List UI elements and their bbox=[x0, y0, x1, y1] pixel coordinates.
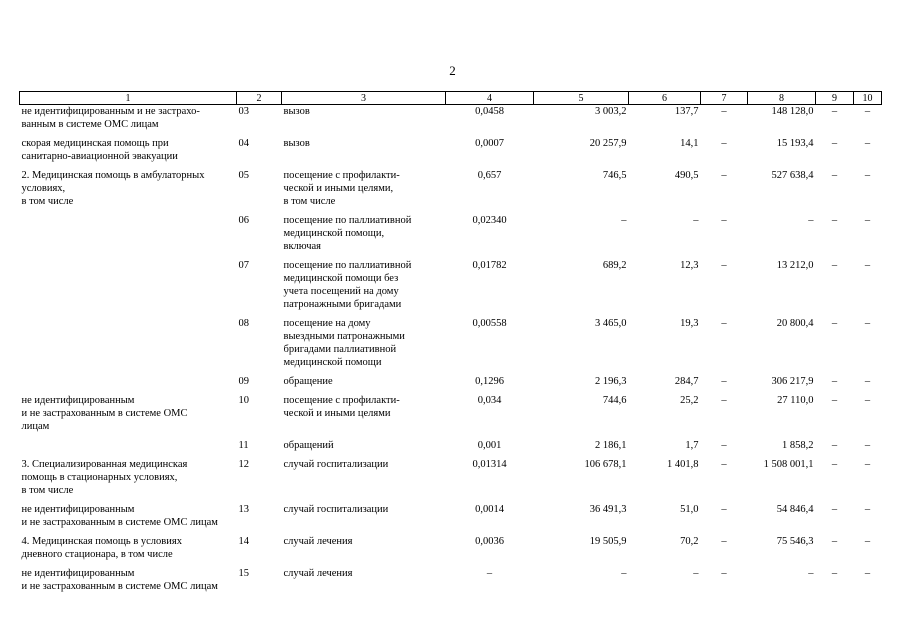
column-header: 5 bbox=[534, 92, 629, 105]
row-code: 13 bbox=[238, 504, 249, 515]
cost-per-unit: 3 003,2 bbox=[595, 106, 627, 117]
row-label bbox=[20, 259, 237, 317]
total-value: 54 846,4 bbox=[776, 504, 814, 515]
column-header: 10 bbox=[854, 92, 882, 105]
column-header: 6 bbox=[629, 92, 701, 105]
budget-per-capita: – bbox=[721, 138, 727, 149]
row-label: не идентифицированным и не застрахованным в системе ОМС лицам bbox=[21, 568, 218, 592]
row-code: 08 bbox=[238, 318, 249, 329]
table-row bbox=[20, 458, 882, 503]
total-value: 1 508 001,1 bbox=[763, 459, 814, 470]
percent-value: – bbox=[864, 215, 871, 226]
unit-of-measure: случай лечения bbox=[283, 568, 353, 579]
budget-per-capita: – bbox=[721, 568, 727, 579]
per-capita-value: 70,2 bbox=[680, 536, 699, 547]
per-capita-value: 284,7 bbox=[674, 376, 699, 387]
budget-per-capita: – bbox=[721, 260, 727, 271]
budget-total: – bbox=[831, 106, 838, 117]
budget-total: – bbox=[831, 440, 838, 451]
column-header: 4 bbox=[446, 92, 534, 105]
column-header: 9 bbox=[816, 92, 854, 105]
column-header: 3 bbox=[282, 92, 446, 105]
cost-per-unit: 2 186,1 bbox=[595, 440, 627, 451]
per-capita-value: 51,0 bbox=[680, 504, 699, 515]
table-row bbox=[20, 169, 882, 214]
table-row bbox=[20, 394, 882, 439]
row-code: 14 bbox=[238, 536, 249, 547]
row-code: 15 bbox=[238, 568, 249, 579]
unit-of-measure: вызов bbox=[283, 106, 310, 117]
budget-per-capita: – bbox=[721, 215, 727, 226]
percent-value: – bbox=[864, 106, 871, 117]
percent-value: – bbox=[864, 395, 871, 406]
budget-total: – bbox=[831, 215, 838, 226]
cost-per-unit: – bbox=[621, 568, 627, 579]
cost-per-unit: 2 196,3 bbox=[595, 376, 627, 387]
per-capita-value: 12,3 bbox=[680, 260, 699, 271]
total-value: 148 128,0 bbox=[771, 106, 814, 117]
cost-per-unit: 106 678,1 bbox=[584, 459, 627, 470]
volume-value: 0,0014 bbox=[475, 504, 504, 515]
per-capita-value: 490,5 bbox=[674, 170, 699, 181]
row-label: 4. Медицинская помощь в условиях дневного стационара, в том числе bbox=[21, 536, 182, 560]
row-label: 2. Медицинская помощь в амбулаторных условиях, в том числе bbox=[21, 170, 205, 207]
cost-per-unit: 3 465,0 bbox=[595, 318, 627, 329]
volume-value: 0,01782 bbox=[472, 260, 507, 271]
cost-per-unit: – bbox=[621, 215, 627, 226]
budget-per-capita: – bbox=[721, 459, 727, 470]
percent-value: – bbox=[864, 260, 871, 271]
row-label: скорая медицинская помощь при санитарно-авиационной эвакуации bbox=[21, 138, 178, 162]
percent-value: – bbox=[864, 459, 871, 470]
column-header: 7 bbox=[701, 92, 748, 105]
volume-value: 0,00558 bbox=[472, 318, 507, 329]
percent-value: – bbox=[864, 568, 871, 579]
percent-value: – bbox=[864, 504, 871, 515]
budget-per-capita: – bbox=[721, 536, 727, 547]
total-value: – bbox=[808, 215, 814, 226]
volume-value: 0,034 bbox=[477, 395, 502, 406]
percent-value: – bbox=[864, 536, 871, 547]
table-row bbox=[20, 214, 882, 259]
total-value: 13 212,0 bbox=[776, 260, 814, 271]
row-code: 12 bbox=[238, 459, 249, 470]
volume-value: 0,0007 bbox=[475, 138, 504, 149]
unit-of-measure: вызов bbox=[283, 138, 310, 149]
volume-value: 0,02340 bbox=[472, 215, 507, 226]
volume-value: 0,001 bbox=[477, 440, 502, 451]
budget-per-capita: – bbox=[721, 395, 727, 406]
total-value: – bbox=[808, 568, 814, 579]
budget-total: – bbox=[831, 376, 838, 387]
row-code: 05 bbox=[238, 170, 249, 181]
cost-per-unit: 19 505,9 bbox=[589, 536, 627, 547]
total-value: 527 638,4 bbox=[771, 170, 814, 181]
budget-per-capita: – bbox=[721, 318, 727, 329]
budget-total: – bbox=[831, 138, 838, 149]
table-row bbox=[20, 375, 882, 394]
budget-per-capita: – bbox=[721, 376, 727, 387]
table-body bbox=[20, 105, 882, 600]
cost-per-unit: 744,6 bbox=[602, 395, 627, 406]
unit-of-measure: посещение на дому выездными патронажными бригадами паллиативной медицинской помощи bbox=[283, 318, 405, 368]
per-capita-value: 1 401,8 bbox=[667, 459, 699, 470]
row-label bbox=[20, 375, 237, 394]
row-code: 10 bbox=[238, 395, 249, 406]
per-capita-value: 1,7 bbox=[685, 440, 699, 451]
row-code: 09 bbox=[238, 376, 249, 387]
row-code: 11 bbox=[238, 440, 249, 451]
budget-total: – bbox=[831, 318, 838, 329]
table-row bbox=[20, 105, 882, 138]
budget-per-capita: – bbox=[721, 504, 727, 515]
row-label bbox=[20, 214, 237, 259]
table-row bbox=[20, 439, 882, 458]
column-header: 2 bbox=[237, 92, 282, 105]
unit-of-measure: посещение по паллиативной медицинской помощи без учета посещений на дому патронажными бригадами bbox=[283, 260, 412, 310]
unit-of-measure: посещение с профилакти- ческой и иными целями, в том числе bbox=[283, 170, 400, 207]
table-row bbox=[20, 503, 882, 535]
budget-total: – bbox=[831, 459, 838, 470]
table-header-row bbox=[20, 92, 882, 105]
per-capita-value: 25,2 bbox=[680, 395, 699, 406]
row-code: 04 bbox=[238, 138, 249, 149]
page-number: 2 bbox=[449, 63, 456, 78]
total-value: 1 858,2 bbox=[782, 440, 814, 451]
volume-value: 0,0036 bbox=[475, 536, 504, 547]
total-value: 20 800,4 bbox=[776, 318, 814, 329]
table-row bbox=[20, 567, 882, 599]
table-row bbox=[20, 317, 882, 375]
per-capita-value: 14,1 bbox=[680, 138, 699, 149]
cost-per-unit: 689,2 bbox=[602, 260, 627, 271]
table-row bbox=[20, 137, 882, 169]
percent-value: – bbox=[864, 318, 871, 329]
per-capita-value: 137,7 bbox=[674, 106, 699, 117]
row-label bbox=[20, 439, 237, 458]
total-value: 75 546,3 bbox=[776, 536, 814, 547]
per-capita-value: – bbox=[693, 568, 699, 579]
percent-value: – bbox=[864, 376, 871, 387]
unit-of-measure: посещение по паллиативной медицинской помощи, включая bbox=[283, 215, 412, 252]
total-value: 306 217,9 bbox=[771, 376, 814, 387]
row-label: 3. Специализированная медицинская помощь в стационарных условиях, в том числе bbox=[21, 459, 188, 496]
budget-total: – bbox=[831, 395, 838, 406]
unit-of-measure: случай лечения bbox=[283, 536, 353, 547]
column-header: 8 bbox=[748, 92, 816, 105]
per-capita-value: 19,3 bbox=[680, 318, 699, 329]
budget-total: – bbox=[831, 504, 838, 515]
percent-value: – bbox=[864, 138, 871, 149]
unit-of-measure: случай госпитализации bbox=[283, 504, 389, 515]
budget-total: – bbox=[831, 170, 838, 181]
percent-value: – bbox=[864, 440, 871, 451]
budget-per-capita: – bbox=[721, 106, 727, 117]
volume-value: 0,1296 bbox=[475, 376, 504, 387]
volume-value: 0,657 bbox=[477, 170, 502, 181]
cost-per-unit: 36 491,3 bbox=[589, 504, 627, 515]
row-label: не идентифицированным и не застрахованным в системе ОМС лицам bbox=[21, 504, 218, 528]
unit-of-measure: обращений bbox=[283, 440, 334, 451]
total-value: 27 110,0 bbox=[777, 395, 814, 406]
cost-per-unit: 20 257,9 bbox=[589, 138, 627, 149]
volume-value: 0,01314 bbox=[472, 459, 507, 470]
row-label bbox=[20, 317, 237, 375]
percent-value: – bbox=[864, 170, 871, 181]
row-code: 06 bbox=[238, 215, 249, 226]
unit-of-measure: посещение с профилакти- ческой и иными целями bbox=[283, 395, 400, 419]
table-row bbox=[20, 259, 882, 317]
unit-of-measure: обращение bbox=[283, 376, 333, 387]
per-capita-value: – bbox=[693, 215, 699, 226]
volume-value: 0,0458 bbox=[475, 106, 504, 117]
budget-total: – bbox=[831, 260, 838, 271]
row-label: не идентифицированным и не застрахо- ванным в системе ОМС лицам bbox=[21, 106, 200, 130]
table-row bbox=[20, 535, 882, 567]
unit-of-measure: случай госпитализации bbox=[283, 459, 389, 470]
total-value: 15 193,4 bbox=[776, 138, 814, 149]
budget-total: – bbox=[831, 536, 838, 547]
row-label: не идентифицированным и не застрахованным в системе ОМС лицам bbox=[21, 395, 188, 432]
cost-per-unit: 746,5 bbox=[602, 170, 627, 181]
data-table bbox=[19, 91, 882, 599]
row-code: 03 bbox=[238, 106, 249, 117]
budget-total: – bbox=[831, 568, 838, 579]
row-code: 07 bbox=[238, 260, 249, 271]
volume-value: – bbox=[486, 568, 493, 579]
budget-per-capita: – bbox=[721, 440, 727, 451]
budget-per-capita: – bbox=[721, 170, 727, 181]
column-header: 1 bbox=[20, 92, 237, 105]
